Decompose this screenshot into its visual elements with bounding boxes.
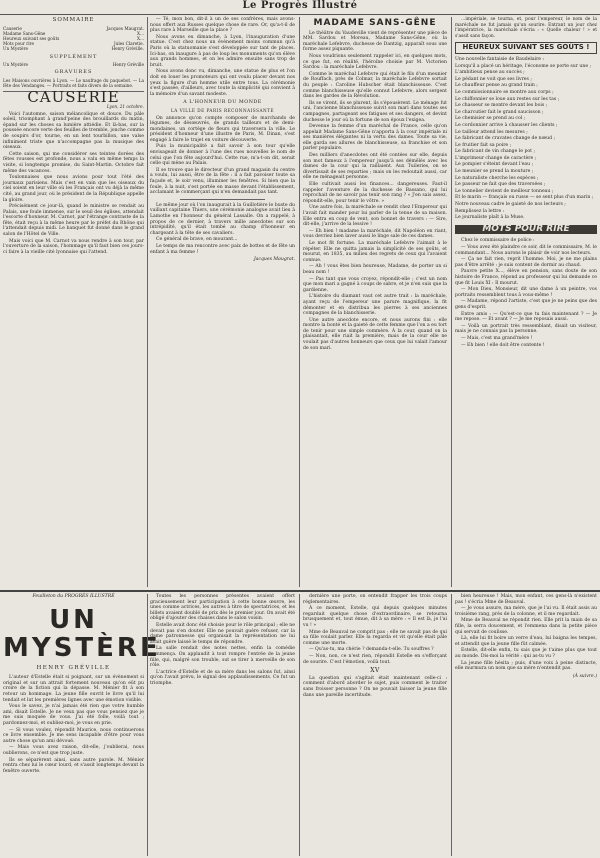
feuilleton-label: Feuilleton du PROGRÈS ILLUSTRÉ: [32, 594, 115, 599]
column-3: [303, 17, 447, 587]
column-rule: [299, 594, 300, 856]
list-item: Le pompier s'éteint devant l'eau ;: [455, 162, 534, 168]
sommaire-line: Madame Sans-Gêne X...: [3, 30, 144, 36]
paragraph: Nous voudrions seulement rappeler ici, en quelques mots, ce que fut, en réalité, l'héroïne choisie par M. Victorien Sardou : la maréchale Lefebvre.: [303, 53, 447, 71]
list-item: Lorsqu'il a placé un héritage, l'économe se porte sur une ;: [455, 63, 592, 69]
column-rule: [147, 17, 148, 587]
paragraph: — Si vous voulez, répondit Maurice, nous continuerons ce livre ensemble. Je me sens incapable d'être pour vous autre chose qu'un ami dévoué.: [3, 727, 144, 744]
sans-gene-title: MADAME SANS-GÊNE: [313, 18, 437, 28]
paragraph: Mme de Beauval ne répondit rien. Elle prit la main de sa fille, la serra doucement, et l'emmena dans la petite pièce qui servait de coulisse.: [455, 618, 597, 635]
list-item: Le meunier se prend la mouture ;: [455, 169, 534, 175]
paragraph: bien heureuse ! Mais, mon enfant, ces gens-là n'existent pas ! s'écria Mme de Beauval.: [455, 594, 597, 605]
list-item: Le chasseur se montre devant les bois ;: [455, 103, 548, 109]
paragraph: L'histoire du diamant vaut cet autre trait : la maréchale, ayant reçu de l'empereur une parure magnifique, la fit démonter et en distribua les pierres à ses anciennes compagnes de la blanchisserie.: [303, 294, 447, 317]
sommaire-line: Heureux suivant ses goûts X...: [3, 36, 144, 41]
list-item: Le commissionnaire se montre aux corps ;: [455, 89, 554, 95]
paragraph: Voici l'automne, saison mélancolique et douce. Du pâle soleil, triomphant à grand'peine des brouillards du matin, épand sur les choses sa lumière attiédie. Et là-bas, sur la poussée encore verte des feuilles de tremble, jonche comme de soupirs d'or, tourne, en un lent tourbillon, une valse infiniment triste que n'accompagne pas la musique des oiseaux.: [3, 111, 144, 151]
paragraph: L'auteur d'Estelle était si poignant, sur un évènement si original et sur un attrait fortement nouveau qu'on eût pu croire de la fiction qui la dépasse. M. Ménier fit à son retour un hommage. La jeune fille ouvrit le livre qu'il lui tendait et lut les premières lignes avec une émotion visible.: [3, 675, 144, 703]
paragraph: Le même jour où l'on inaugurait à la Guillotière le buste du vaillant capitaine Thiers, une cérémonie analogue avait lieu à Lamothe en l'honneur du général Lassalle. On a rappelé, à propos de ce dernier, à travers mille anecdotes sur son intrépidité, qu'il était tombé au champ d'honneur en chargeant à la tête de ses cavaliers.: [150, 202, 295, 236]
paragraph: dernière une porte, on entendit frapper les trois coups réglementaires.: [303, 594, 447, 605]
paragraph: Toulonnaises que nous avions pour tout l'été des journaux parisiens. Mais c'est en vain que les oiseaux du ciel soient en leur ville où les Français ont vu déjà la même cité, au grand jour, où le président de la République appelle la gloire.: [3, 175, 144, 203]
list-item: Le naturaliste cherche les espèces ;: [455, 175, 539, 181]
sommaire-line: Mots pour rire Jules Claretie.: [3, 41, 144, 47]
list-item: Le chiffonnier se loue aux restes sur les tas ;: [455, 96, 560, 102]
paragraph: La jeune fille hésita ; puis, d'une voix à peine distincte, elle murmura un nom que sa mère n'entendit pas.: [455, 660, 597, 672]
divider: [180, 199, 265, 200]
paragraph: Vous le savez, je n'ai jamais été rien que votre humble ami, disait Estelle. Je ne veux pas que vous pensiez que je me suis moquée de vous. J'ai été folle, voilà tout ; pardonnez-moi, et oubliez-moi, je vous en prie.: [3, 704, 144, 726]
feuilleton-title: UN MYSTÈRE: [3, 604, 161, 663]
paragraph: — Voilà un portrait très ressemblant, disait un visiteur, mais je ne connais pas la personne.: [455, 323, 597, 335]
paragraph: — Mon Dieu, Monsieur, dit une dame à un peintre, vos portraits ressemblent tous à vous-même !: [455, 287, 597, 298]
subhead: A L'HONNEUR DU MONDE: [183, 100, 262, 106]
list-item: Le chemisier se prend au col ;: [455, 116, 526, 122]
paragraph: Mais voici que M. Carnot va nous rendre à son tour, par l'ouverture de la saison, l'hommage qu'il faut bien ces jours-ci faire à la vieille cité lyonnaise qui l'attend.: [3, 238, 144, 255]
paragraph: Comme le maréchal Lefebvre qui était le fils d'un meunier de Rouffach, près de Colmar, la maréchale Lefebvre sortait du peuple : Caroline Hubscher était blanchisseuse. C'est comme blanchisseuse qu'elle connut Lefebvre, alors sergent dans les gardes de la Révolution.: [303, 71, 447, 100]
heureux-title: HEUREUX SUIVANT SES GOÛTS !: [455, 42, 597, 54]
paragraph: — Eh bien ! elle doit être contente !: [461, 342, 545, 348]
paragraph: — Té, mon bon, dit-il à un de ses confrères, mais avons-nous offert aux Russes quelque chose de rare. Or, qu'a-t-il de plus rare à Marseille que la place ?: [150, 17, 295, 34]
list-item: Le pédant ne voit que ses livres ;: [455, 76, 532, 82]
paragraph: — Qu'as-tu, ma chérie ? demanda-t-elle. Tu souffres ?: [309, 647, 434, 653]
paragraph: Pauvre petite X..., élève en pension, sans doute de son histoire de France, répond au professeur qui lui demande ce que fit Louis XI : Il mourut.: [455, 269, 597, 286]
paragraph: On annonce qu'on compte composer de marchands de légumes, de désœuvrés, de grands tailleurs et de demi-mondaines, un cortège de fleurs qui traversera la ville. Le président d'honneur d'une illustre de Paris, M. Dinan, s'est engagé à faire le trajet en voiture découverte.: [150, 115, 295, 143]
paragraph: Des milliers d'anecdotes ont été contées sur elle, depuis son mot fameux à l'empereur jusqu'à ses démêlés avec les dames de la cour qui la raillaient. Aux Tuileries, on se divertissait de ses reparties ; mais on les redoutait aussi, car elle ne ménageait personne.: [303, 153, 447, 181]
paragraph: …impériale, se tourna, et, pour l'empereur, le nom de la maréchale ne fut jamais qu'un sourire. Entrant un jour chez l'impératrice, la maréchale s'écria : « Quelle chaleur ! » et s'assit sans façon.: [455, 17, 597, 39]
paragraph: Puis la municipalité a fait savoir à son tour qu'elle envisageait de donner à l'une des rues nouvelles le nom de celui que l'on fête aujourd'hui. Cette rue, m'a-t-on dit, serait celle qui mène au Palais.: [150, 144, 295, 167]
paragraph: Le temps de ma rencontre avec paix de bottes et de fête un enfant à ma femme !: [150, 243, 295, 255]
list-item: Le fruitier fait sa poire ;: [455, 142, 512, 148]
supplement-line: Un Mystère Henry Gréville: [3, 62, 144, 68]
paragraph: Elle cultivait aussi les finances... dangereuses. Faut-il rappeler l'aventure de la duchesse de Bassano, qui lui reprochait de ne savoir pas tenir son rang ? « J'en sais assez, répondit-elle, pour tenir le vôtre. »: [303, 182, 447, 204]
paragraph: Devenue la femme d'un maréchal de France, celle qu'on appelait Madame Sans-Gêne n'apporta à la cour impériale ni ses manières élégantes ni la vertu des dames. Toute sa vie, elle garda ses allures de blanchisseuse, sa franchise et son parler populaire.: [303, 124, 447, 152]
gravures-title: GRAVURES: [54, 69, 93, 76]
feuilleton-column-4: [455, 594, 597, 856]
paragraph: — Vous avez été plaindre ce soir, dit le commissaire, M. le commandant... Nous aurons le plaisir de voir nos lecteurs.: [455, 245, 597, 256]
paragraph: — Mais, c'est ma grand'mère !: [461, 335, 533, 341]
column-1: [3, 17, 144, 587]
paragraph: Il se trouve que le directeur d'un grand magasin du centre a voulu, lui aussi, être de la fête : il a fait pavoiser toute sa façade et, le soir venu, illuminer les fenêtres. Si bien que la foule, à la nuit, s'est portée en masse devant l'établissement, acclamant le commerçant qui n'en demandait pas tant.: [150, 167, 295, 196]
paragraph: Le mot fit fortune. La maréchale Lefebvre l'aimait à le répéter. Elle ne quitta jamais la simplicité de ses goûts, et mourut, en 1835, au milieu des regrets de ceux qui l'avaient connue.: [303, 240, 447, 263]
list-item: Le journaliste plaît à la Muse.: [455, 215, 525, 221]
list-item: Notre nouveau cadre le gaieté de nos lecteurs ;: [455, 202, 566, 208]
sommaire-line: Un Mystère Henry Gréville.: [3, 46, 144, 52]
paragraph: Nous avons eu dimanche, à Lyon, l'inauguration d'une statue. C'est chez nous un événement moins commun qu'à Paris où la statuomanie s'est développée sur tant de places. Ici-bas, on inaugure à pas de loup les monuments qu'on élève aux grands hommes, et on les admire ensuite sans trop de bruit.: [150, 34, 295, 68]
paragraph: Ce général de brave, en mourant...: [156, 237, 238, 243]
subhead: LA VILLE DE PARIS RECONNAISSANTE: [170, 107, 275, 113]
list-item: Le tailleur attend les mesures ;: [455, 129, 528, 135]
paragraph: Une autre anecdote encore, et nous aurons fini : elle montre la bonté et la gaieté de cette femme que l'on a eu tort de tenir pour une simple commère. À la cour, quand on la plaisantait, elle riait la première, mais de la cour elle ne voulait pas d'autres honneurs que ceux que lui valait l'amour de son mari.: [303, 317, 447, 351]
list-item: Le cordonnier arrive à chausser les clients ;: [455, 122, 558, 128]
paragraph: La question qui s'agitait était maintenant celle-ci : comment d'abord aborder le sujet, puis comment le traiter sans froisser personne ? On ne pouvait laisser la jeune fille dans une pareille incertitude.: [303, 675, 447, 698]
paragraph: — Pas tant que vous croyez, répondit-elle ; c'est un nom que mon mari a gagné à coups de sabre, et je n'en suis que la gardienne.: [303, 276, 447, 293]
feuilleton-column-3: [303, 594, 447, 856]
column-rule: [451, 594, 452, 856]
column-4: [455, 17, 597, 587]
paragraph: Toutes les personnes présentes avaient offert gracieusement leur participation à cette bonne œuvre, les unes comme actrices, les autres à titre de spectatrices, et les billets avaient doublé de prix dès le premier jour. On avait été obligé d'ajouter des chaises dans le salon voisin.: [150, 594, 295, 622]
paragraph: — Mais vous avez raison, dit-elle, j'oublierai, nous oublierons, ce n'est que trop juste.: [3, 745, 144, 756]
feuilleton-column-1: [3, 594, 161, 856]
list-item: L'ambitieux pense au succès ;: [455, 70, 525, 76]
paragraph: — Ça ne fait rien, reprit l'homme. Moi, je ne me plains pas d'être arrêté : je suis content de dormir au chaud.: [455, 257, 597, 268]
paragraph: — Madame, répond l'artiste, c'est que je ne peins que des gens d'esprit.: [455, 299, 597, 310]
causerie-title: CAUSERIE: [27, 88, 120, 107]
paragraph: Ils se virent, ils se plurent, ils s'épousèrent. Le ménage fut uni, l'ancienne blanchisseuse suivit son mari dans toutes ses campagnes, partageant ses fatigues et ses dangers, et devint duchesse le jour où la fortune de son époux l'exigea.: [303, 100, 447, 123]
paragraph: — Eh bien ! madame la maréchale, dit Napoléon en riant, vous devriez bien laver aussi le linge sale de ces dames.: [303, 228, 447, 240]
paragraph: La salle rendait des notes nettes, enfin la comédie commença. On applaudit à tout rompre l'entrée de la jeune fille, qui, malgré son trouble, sut se tirer à merveille de son rôle.: [150, 646, 295, 669]
feuilleton-author: HENRY GRÉVILLE: [36, 664, 111, 671]
list-item: Le passeur ne fait que des traversées ;: [455, 182, 546, 188]
paragraph: — Non, non, ce n'est rien, répondit Estelle en s'efforçant de sourire. C'est l'émotion, voilà tout.: [303, 653, 447, 665]
list-item: L'imprimeur change de caractère ;: [455, 155, 537, 161]
feuilleton-column-2: [150, 594, 295, 856]
paragraph: L'actrice d'Estelle et de sa mère dans les salons fut, ainsi qu'on l'avait prévu, le signal des applaudissements. Ce fut un triomphe.: [150, 669, 295, 686]
paragraph: Estelle, dit-elle enfin, tu sais que je t'aime plus que tout au monde. Dis-moi la vérité : qui as-tu vu ?: [455, 648, 597, 659]
paragraph: Mme de Beauval ne comprit pas ; elle ne savait pas de qui sa fille voulait parler. Elle la regarda et vit qu'elle était pâle comme une morte.: [303, 629, 447, 646]
paragraph: Là, elle lui fit boire un verre d'eau, lui baigna les tempes, et attendit que la jeune fille fût calmée.: [455, 636, 597, 647]
paragraph: Cette saison, qui me considérer ses teintes dorées des fêtes rousses est profonde, nous a valu en même temps la visite, si longtemps promise, du Saint-Martin. Octobre fait même des vacances.: [3, 151, 144, 174]
sommaire-list: [3, 26, 144, 52]
supplement-title: SUPPLÉMENT: [49, 53, 98, 60]
causerie-dateline: Lyon, 21 octobre.: [106, 104, 144, 109]
gravures-text: Les Maisons ouvrières à Lyon. — Le naufrage du paquebot. — La fête des Vendanges. — Portraits et faits divers de la semaine.: [3, 78, 144, 89]
list-item: Le chauffeur pense au grand train ;: [455, 83, 538, 89]
paragraph: Chez le commissaire de police :: [461, 238, 535, 244]
list-item: Remplissez la lettre :: [455, 208, 505, 214]
list-item: Le tonnelier devient de meilleur tonneau ;: [455, 188, 554, 194]
list-item: Le fabricant de cravates change de nœud ;: [455, 136, 556, 142]
paragraph: — Ah ! vous êtes bien heureuse, Madame, de porter un si beau nom !: [303, 264, 447, 275]
sommaire-title: SOMMAIRE: [52, 17, 95, 23]
feuilleton-rule: [0, 590, 600, 592]
paragraph: Précisément ce jour-là, quand le ministre se rendait au Palais, une foule immense, sur le seuil des églises, attendait l'escorte d'honneur. M. Carnot, par l'étrange contraste de la fête, était reçu à la même heure par le préfet du Rhône qui l'attendait depuis midi. Le banquet fut donné dans le grand salon de l'Hôtel de Ville.: [3, 204, 144, 238]
list-item: Le charcutier fait le grand saucisson ;: [455, 109, 544, 115]
paragraph: Estelle avait donc été choisie pour le rôle principal ; elle ne devait pas s'en douter. Elle ne pouvait guère refuser, car la dame patronnesse qui organisait la représentation ne lui avait guère laissé le temps de répondre.: [150, 622, 295, 645]
chapter-number: XV: [370, 667, 380, 675]
column-rule: [147, 594, 148, 856]
paragraph: Entre amis : — Qu'est-ce que tu fais maintenant ? — Je me repose. — Et avant ? — Je me reposais aussi.: [455, 311, 597, 323]
paragraph: Nous avons donc vu, dimanche, une statue de plus et l'on doit en louer les promoteurs qui ont voulu placer devant nos yeux la figure d'un homme utile entre tous. La cérémonie s'est passée, d'ailleurs, avec toute la simplicité qui convient à la mémoire d'un savant modeste.: [150, 69, 295, 97]
paragraph: À ce moment, Estelle, qui depuis quelques minutes regardait quelque chose d'extraordinaire, se retourna brusquement et, tout émue, dit à sa mère : « Il est là, je l'ai vu ! »: [303, 606, 447, 628]
paragraph: Ils se séparèrent ainsi, sans autre parole. M. Ménier rentra chez lui le cœur lourd, et s'assit longtemps devant la fenêtre ouverte.: [3, 757, 144, 774]
paragraph: Une autre fois, la maréchale se rendit chez l'Empereur qui l'avait fait mander pour lui parler de la tenue de sa maison. Elle entra en coup de vent, son bonnet de travers : — Sire, dit-elle, j'arrive de la lessive !: [303, 205, 447, 228]
heureux-intro: Une nouvelle fantaisie de Baudelaire :: [455, 56, 545, 62]
causerie-signature: Jacques Maugrat.: [253, 257, 295, 263]
sommaire-line: Causerie Jacques Maugrat.: [3, 25, 144, 31]
to-be-continued: (À suivre.): [572, 673, 597, 679]
list-item: Le fabricant de vin change le pot ;: [455, 149, 536, 155]
list-item: Et le marin — français ou russe — se sent plus d'un marin ;: [455, 195, 594, 201]
paragraph: Le théâtre du Vaudeville vient de représenter une pièce de MM. Sardou et Moreau, Madame Sans-Gêne, où la maréchale Lefebvre, duchesse de Dantzig, apparaît sous une forme assez piquante.: [303, 30, 447, 53]
column-rule: [299, 17, 300, 587]
column-2: [150, 17, 295, 587]
mots-pour-rire-title: MOTS POUR RIRE: [455, 225, 597, 235]
masthead: Le Progrès Illustré: [0, 0, 600, 15]
paragraph: — Je vous assure, ma mère, que je l'ai vu. Il était assis au troisième rang, près de la colonne, et il me regardait.: [455, 606, 597, 617]
column-rule: [451, 17, 452, 587]
